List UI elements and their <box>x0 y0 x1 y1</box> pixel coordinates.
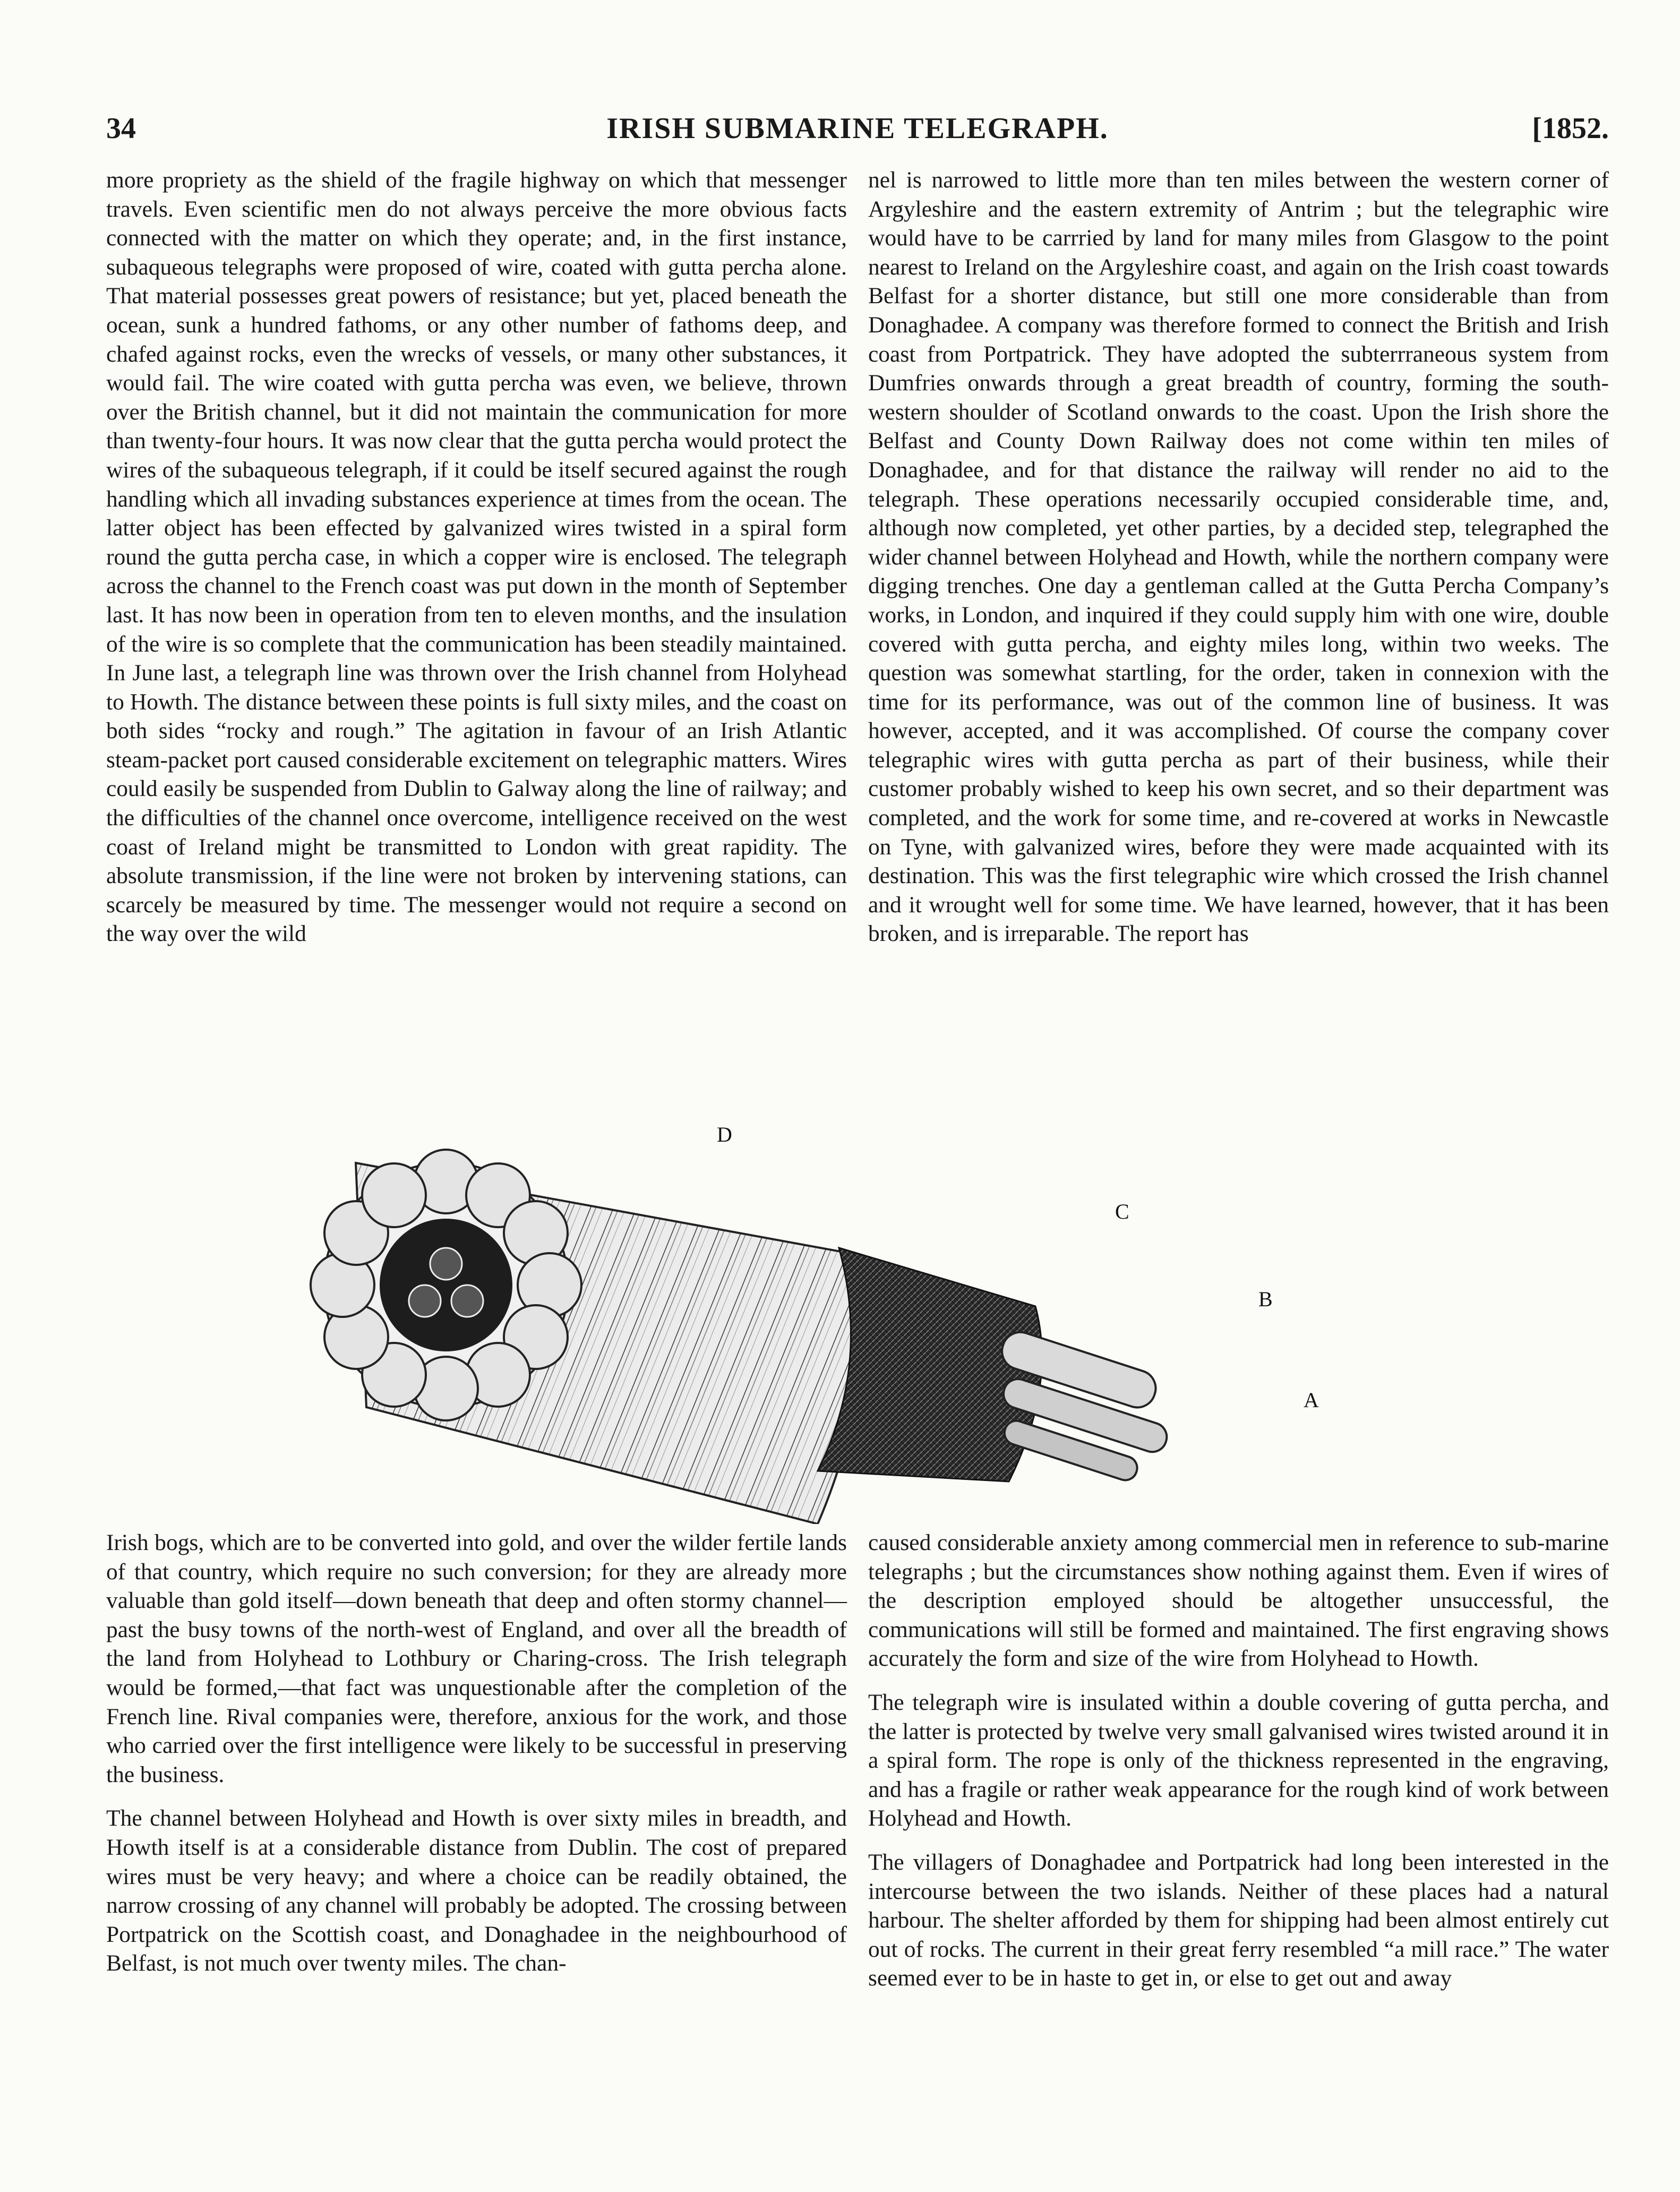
running-title: IRISH SUBMARINE TELEGRAPH. <box>606 112 1109 145</box>
paragraph: caused considerable anxiety among commercial men in reference to sub-marine telegraphs ; but the circumstances show nothing against them. Even if wires of the description employed should be altogether unsuccessful, the communications will still be formed and maintained. The first engraving shows accurately the form and size of the wire from Holyhead to Howth. <box>868 1530 1609 1672</box>
cable-engraving <box>276 1078 1418 1524</box>
page-header <box>106 106 1609 165</box>
column-bottom-right <box>868 1528 1609 2155</box>
paragraph: more propriety as the shield of the fragile highway on which that messenger travels. Even scientific men do not always perceive the more obvious facts connected with the matter on which they operate; and, in the first instance, subaqueous telegraphs were proposed of wire, coated with gutta percha alone. That material possesses great powers of resistance; but yet, placed beneath the ocean, sunk a hundred fathoms, or any other number of fathoms deep, and chafed against rocks, even the wrecks of vessels, or many other substances, it would fail. The wire coated with gutta percha was even, we believe, thrown over the British channel, but it did not maintain the communication for more than twenty-four hours. It was now clear that the gutta percha would protect the wires of the subaqueous telegraph, if it could be itself secured against the rough handling which all invading substances experience at times from the ocean. The latter object has been effected by galvanized wires twisted in a spiral form round the gutta percha case, in which a copper wire is enclosed. The telegraph across the channel to the French coast was put down in the month of September last. It has now been in operation from ten to eleven months, and the insulation of the wire is so complete that the communication has been steadily maintained. In June last, a telegraph line was thrown over the Irish channel from Holyhead to Howth. The distance between these points is full sixty miles, and the coast on both sides “rocky and rough.” The agitation in favour of an Irish Atlantic steam-packet port caused considerable excitement on telegraphic matters. Wires could easily be suspended from Dublin to Galway along the line of railway; and the difficulties of the channel once overcome, intelligence received on the west coast of Ireland might be transmitted to London with great rapidity. The absolute transmission, if the line were not broken by intervening stations, can scarcely be measured by time. The messenger would not require a second on the way over the wild <box>106 167 847 947</box>
cable-illustration <box>276 1078 1418 1524</box>
figure-label-a: A <box>1304 1388 1319 1412</box>
page-year: [1852. <box>1532 112 1609 145</box>
paragraph: Irish bogs, which are to be converted into gold, and over the wilder fertile lands of that country, which require no such conversion; for they are already more valuable than gold itself—down beneath that deep and often stormy channel—past the busy towns of the north-west of England, and over all the breadth of the land from Holyhead to Lothbury or Charing-cross. The Irish telegraph would be formed,—that fact was unquestionable after the completion of the French line. Rival companies were, therefore, anxious for the work, and those who carried over the first intelligence were likely to be successful in preserving the business. <box>106 1530 847 1787</box>
figure-label-c: C <box>1115 1200 1129 1223</box>
page-number: 34 <box>106 112 136 145</box>
paragraph: The telegraph wire is insulated within a double covering of gutta percha, and the latter is protected by twelve very small galvanised wires twisted around it in a spiral form. The rope is only of the thickness represented in the engraving, and has a fragile or rather weak appearance for the rough kind of work between Holyhead and Howth. <box>868 1689 1609 1831</box>
paragraph: The channel between Holyhead and Howth is over sixty miles in breadth, and Howth itself is at a considerable distance from Dublin. The cost of prepared wires must be very heavy; and where a choice can be readily obtained, the narrow crossing of any channel will probably be adopted. The crossing between Portpatrick on the Scottish coast, and Donaghadee in the neighbourhood of Belfast, is not much over twenty miles. The chan- <box>106 1805 847 1976</box>
figure-label-b: B <box>1258 1287 1273 1311</box>
paragraph: The villagers of Donaghadee and Portpatrick had long been interested in the intercourse between the two islands. Neither of these places had a natural harbour. The shelter afforded by them for shipping had been almost entirely cut out of rocks. The current in their great ferry resembled “a mill race.” The water seemed ever to be in haste to get in, or else to get out and away <box>868 1849 1609 1991</box>
column-bottom-left <box>106 1528 847 2155</box>
column-top-right <box>868 166 1609 1068</box>
column-top-left <box>106 166 847 1068</box>
paragraph: nel is narrowed to little more than ten miles between the western corner of Argyleshire and the eastern extremity of Antrim ; but the telegraphic wire would have to be carrried by land for many miles from Glasgow to the point nearest to Ireland on the Argyleshire coast, and again on the Irish coast towards Belfast for a shorter distance, but still one more considerable than from Donaghadee. A company was therefore formed to connect the British and Irish coast from Portpatrick. They have adopted the subterrraneous system from Dumfries onwards through a great breadth of country, forming the south-western shoulder of Scotland onwards to the coast. Upon the Irish shore the Belfast and County Down Railway does not come within ten miles of Donaghadee, and for that distance the railway will render no aid to the telegraph. These operations necessarily occupied considerable time, and, although now completed, yet other parties, by a decided step, telegraphed the wider channel between Holyhead and Howth, while the northern company were digging trenches. One day a gentleman called at the Gutta Percha Company’s works, in London, and inquired if they could supply him with one wire, double covered with gutta percha, and eighty miles long, within two weeks. The question was somewhat startling, for the order, taken in connexion with the time for its performance, was out of the common line of business. It was however, accepted, and it was accomplished. Of course the company cover telegraphic wires with gutta percha as part of their business, while their customer probably wished to keep his own secret, and so their department was completed, and the work for some time, and re-covered at works in Newcastle on Tyne, with galvanized wires, before they were made acquainted with its destination. This was the first telegraphic wire which crossed the Irish channel and it wrought well for some time. We have learned, however, that it has been broken, and is irreparable. The report has <box>868 167 1609 947</box>
figure-label-d: D <box>717 1123 732 1146</box>
